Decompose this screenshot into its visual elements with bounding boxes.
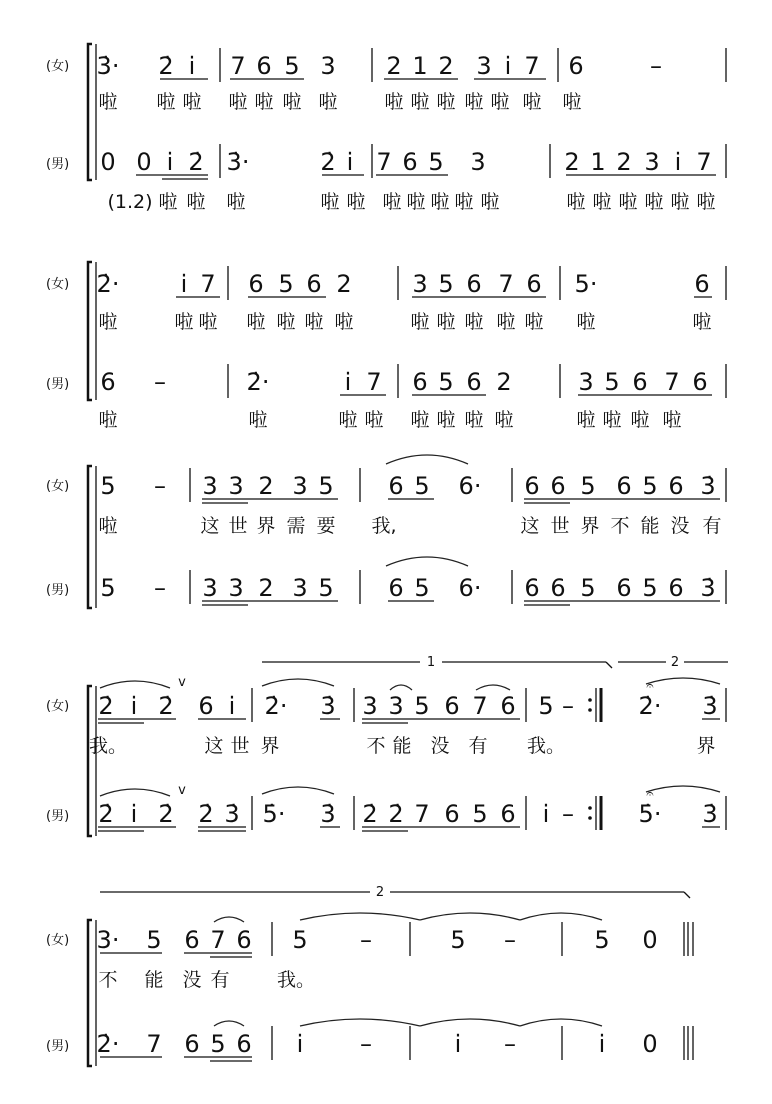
tie-slur — [420, 913, 520, 920]
male-note: 2 — [564, 148, 580, 176]
female-note: 3 — [476, 52, 492, 80]
tie-slur — [520, 1019, 602, 1026]
female-lyric: 啦 — [562, 91, 582, 113]
male-lyric: 啦 — [346, 191, 366, 213]
female-note: i̇ — [188, 52, 196, 80]
female-lyric: 啦 — [98, 515, 118, 537]
male-note: i̇ — [598, 1030, 606, 1058]
female-lyric: 啦 — [692, 311, 712, 333]
tie-slur — [646, 678, 720, 684]
volta-2-end — [684, 892, 690, 898]
female-note: 3̇ — [702, 692, 718, 720]
male-note: 6 — [466, 368, 482, 396]
male-note: 6 — [100, 368, 116, 396]
female-note: 5 — [292, 926, 308, 954]
male-note: 5̇· — [638, 800, 662, 828]
male-note: 3̇ — [702, 800, 718, 828]
female-lyric: 啦 — [464, 311, 484, 333]
female-note: 2̇· — [264, 692, 288, 720]
female-lyric: 啦 — [276, 311, 296, 333]
female-note: 5 — [284, 52, 300, 80]
female-note: 2̇ — [158, 52, 174, 80]
female-lyric: 啦 — [436, 311, 456, 333]
female-lyric: 啦 — [228, 91, 248, 113]
female-note: 5 — [318, 472, 334, 500]
female-note: 6 — [466, 270, 482, 298]
part-label-female: (女) — [46, 933, 70, 948]
male-lyric: 啦 — [454, 191, 474, 213]
system-bracket — [88, 466, 92, 608]
female-lyric: 啦 — [576, 311, 596, 333]
male-note: 3 — [644, 148, 660, 176]
female-lyric: 没 — [182, 969, 202, 991]
male-note: 5 — [414, 574, 430, 602]
male-note: 1 — [590, 148, 606, 176]
system-bracket — [88, 686, 92, 836]
female-note: 7 — [200, 270, 216, 298]
female-note: 6 — [694, 270, 710, 298]
male-note: i̇ — [296, 1030, 304, 1058]
male-note: 7 — [414, 800, 430, 828]
male-note: 3̇ — [224, 800, 240, 828]
male-lyric: 啦 — [464, 409, 484, 431]
repeat-dot — [588, 806, 592, 810]
female-lyric: 啦 — [174, 311, 194, 333]
male-note: – — [154, 574, 166, 602]
female-note: 7 — [210, 926, 226, 954]
male-note: 0 — [100, 148, 116, 176]
female-lyric: 这 — [200, 515, 220, 537]
male-note: 2̇ — [98, 800, 114, 828]
female-note: i̇ — [504, 52, 512, 80]
part-label-female: (女) — [46, 277, 70, 292]
male-note: 6 — [412, 368, 428, 396]
male-note: – — [562, 800, 574, 828]
female-lyric: 啦 — [464, 91, 484, 113]
male-note: 7 — [146, 1030, 162, 1058]
female-lyric: 啦 — [304, 311, 324, 333]
male-note: 7 — [696, 148, 712, 176]
female-lyric: 世 — [230, 735, 250, 757]
male-note: 7 — [366, 368, 382, 396]
female-lyric: 啦 — [410, 91, 430, 113]
male-lyric: 啦 — [186, 191, 206, 213]
score-system-2 — [46, 262, 726, 431]
male-note: 5 — [210, 1030, 226, 1058]
female-lyric: 啦 — [98, 311, 118, 333]
male-note: i̇ — [130, 800, 138, 828]
female-note: i̇ — [228, 692, 236, 720]
male-note: 6 — [500, 800, 516, 828]
tie-slur — [476, 685, 510, 690]
female-note: 0 — [642, 926, 658, 954]
male-lyric: 啦 — [364, 409, 384, 431]
female-lyric: 有 — [702, 515, 722, 537]
female-lyric: 这 — [204, 735, 224, 757]
tie-slur — [214, 1021, 244, 1026]
male-note: i̇ — [542, 800, 550, 828]
male-note: 7 — [376, 148, 392, 176]
female-note: 5 — [146, 926, 162, 954]
breath-mark: v — [178, 675, 186, 690]
female-lyric: 没 — [430, 735, 450, 757]
female-note: 6 — [444, 692, 460, 720]
female-lyric: 啦 — [156, 91, 176, 113]
female-lyric: 啦 — [524, 311, 544, 333]
volta-2-number: 2 — [375, 885, 385, 900]
female-note: 5 — [278, 270, 294, 298]
female-note: 3 — [202, 472, 218, 500]
female-note: 2 — [258, 472, 274, 500]
male-note: 5 — [428, 148, 444, 176]
male-note: i̇ — [454, 1030, 462, 1058]
male-note: 6 — [184, 1030, 200, 1058]
female-note: 7 — [498, 270, 514, 298]
male-note: 6 — [616, 574, 632, 602]
female-lyric: 没 — [670, 515, 690, 537]
male-note: 2̇ — [188, 148, 204, 176]
male-note: 6 — [668, 574, 684, 602]
female-note: 6· — [458, 472, 482, 500]
part-label-female: (女) — [46, 59, 70, 74]
repeat-dot — [588, 816, 592, 820]
female-note: 2̇ — [158, 692, 174, 720]
male-note: 3 — [292, 574, 308, 602]
female-lyric: 啦 — [522, 91, 542, 113]
female-note: 6 — [526, 270, 542, 298]
score-system-4 — [46, 686, 726, 836]
volta-1-end — [606, 662, 612, 668]
female-note: 5 — [538, 692, 554, 720]
female-note: 5 — [414, 472, 430, 500]
female-note: 6 — [248, 270, 264, 298]
female-note: 6 — [306, 270, 322, 298]
male-lyric: 啦 — [618, 191, 638, 213]
female-note: 2̇ — [98, 692, 114, 720]
female-lyric: 啦 — [254, 91, 274, 113]
part-label-male: (男) — [46, 1039, 70, 1054]
female-lyric: 不 — [98, 969, 118, 991]
system-bracket — [88, 44, 92, 180]
tie-slur — [300, 913, 420, 920]
female-note: 5 — [438, 270, 454, 298]
male-lyric: 啦 — [98, 409, 118, 431]
female-note: 2 — [438, 52, 454, 80]
score-system-3 — [46, 466, 726, 608]
male-lyric: 啦 — [494, 409, 514, 431]
female-note: 6 — [236, 926, 252, 954]
female-note: 6 — [388, 472, 404, 500]
female-lyric: 不 — [366, 735, 386, 757]
male-note: 6 — [692, 368, 708, 396]
tie-slur — [520, 913, 602, 920]
female-note: – — [360, 926, 372, 954]
female-note: 3̇ — [700, 472, 716, 500]
male-note: 2 — [496, 368, 512, 396]
male-note: 3̇ — [320, 800, 336, 828]
female-lyric: 啦 — [282, 91, 302, 113]
male-note: 0 — [642, 1030, 658, 1058]
part-label-male: (男) — [46, 157, 70, 172]
female-note: – — [562, 692, 574, 720]
female-note: 2 — [386, 52, 402, 80]
male-note: 5̇· — [262, 800, 286, 828]
male-lyric: 啦 — [248, 409, 268, 431]
female-lyric: 能 — [144, 969, 164, 991]
female-note: 5 — [642, 472, 658, 500]
male-note: 3̇ — [700, 574, 716, 602]
female-lyric: 这 — [520, 515, 540, 537]
male-note: 6 — [444, 800, 460, 828]
male-lyric: 啦 — [338, 409, 358, 431]
female-note: 2̇· — [96, 270, 120, 298]
female-note: 5 — [450, 926, 466, 954]
male-note: i̇ — [166, 148, 174, 176]
female-note: i̇ — [180, 270, 188, 298]
tie-slur — [262, 679, 334, 686]
male-note: 6 — [524, 574, 540, 602]
volta-1-number: 1 — [426, 655, 436, 670]
score-system-5 — [46, 920, 684, 1066]
female-note: – — [154, 472, 166, 500]
female-note: 2̇· — [638, 692, 662, 720]
female-note: 6 — [184, 926, 200, 954]
tie-slur — [214, 917, 244, 922]
female-lyric: 能 — [392, 735, 412, 757]
male-lyric: 啦 — [436, 409, 456, 431]
female-note: 6 — [198, 692, 214, 720]
breath-mark: v — [178, 783, 186, 798]
female-lyric: 啦 — [182, 91, 202, 113]
male-lyric: 啦 — [158, 191, 178, 213]
male-note: 3 — [470, 148, 486, 176]
male-note: 3 — [228, 574, 244, 602]
tie-slur — [390, 685, 412, 690]
tie-slur — [300, 1019, 420, 1026]
male-note: 6 — [550, 574, 566, 602]
male-note: 2 — [616, 148, 632, 176]
male-note: 2̇ — [158, 800, 174, 828]
repeat-dot — [588, 698, 592, 702]
female-note: 7 — [230, 52, 246, 80]
fermata-mark: 𝄐 — [646, 787, 654, 802]
female-note: 6 — [550, 472, 566, 500]
male-note: 5 — [100, 574, 116, 602]
female-lyric: 啦 — [98, 91, 118, 113]
female-note: 3̇ — [320, 692, 336, 720]
female-note: 3 — [412, 270, 428, 298]
female-note: 3 — [388, 692, 404, 720]
female-lyric: 啦 — [246, 311, 266, 333]
female-note: 5 — [580, 472, 596, 500]
male-lyric: 啦 — [382, 191, 402, 213]
male-note: i̇ — [346, 148, 354, 176]
system-bracket — [88, 262, 92, 400]
male-note: 6 — [402, 148, 418, 176]
female-note: 5 — [594, 926, 610, 954]
female-lyric: 啦 — [318, 91, 338, 113]
female-lyric: 要 — [316, 515, 336, 537]
male-note: i̇ — [674, 148, 682, 176]
male-note: 3 — [578, 368, 594, 396]
male-lyric: 啦 — [662, 409, 682, 431]
system-bracket — [88, 920, 92, 1066]
female-note: 3̇· — [96, 52, 120, 80]
male-note: 6 — [236, 1030, 252, 1058]
part-label-female: (女) — [46, 479, 70, 494]
female-lyric: 有 — [210, 969, 230, 991]
female-note: 5· — [574, 270, 598, 298]
female-note: – — [504, 926, 516, 954]
female-note: i̇ — [130, 692, 138, 720]
male-lyric: 啦 — [406, 191, 426, 213]
male-lyric: 啦 — [410, 409, 430, 431]
male-lyric: 啦 — [226, 191, 246, 213]
male-lyric: 啦 — [630, 409, 650, 431]
female-note: 6 — [256, 52, 272, 80]
female-lyric: 啦 — [384, 91, 404, 113]
female-note: 3 — [362, 692, 378, 720]
male-note: 6 — [632, 368, 648, 396]
female-note: 1 — [412, 52, 428, 80]
male-lyric: 啦 — [602, 409, 622, 431]
female-lyric: 啦 — [496, 311, 516, 333]
female-lyric: 啦 — [490, 91, 510, 113]
tie-slur — [100, 789, 170, 796]
female-note: 6 — [616, 472, 632, 500]
male-lyric: (1.2) — [107, 191, 153, 213]
male-lyric: 啦 — [592, 191, 612, 213]
male-lyric: 啦 — [480, 191, 500, 213]
male-note: 6· — [458, 574, 482, 602]
tie-slur — [420, 1019, 520, 1026]
female-note: 2 — [336, 270, 352, 298]
male-note: 5 — [438, 368, 454, 396]
part-label-male: (男) — [46, 809, 70, 824]
tie-slur — [646, 786, 720, 792]
female-note: 6 — [524, 472, 540, 500]
fermata-mark: 𝄐 — [646, 679, 654, 694]
male-note: 5 — [642, 574, 658, 602]
female-note: 5 — [414, 692, 430, 720]
male-lyric: 啦 — [576, 409, 596, 431]
female-note: 3 — [320, 52, 336, 80]
female-lyric: 啦 — [198, 311, 218, 333]
female-lyric: 世 — [550, 515, 570, 537]
female-lyric: 界 — [256, 515, 276, 537]
male-note: i̇ — [344, 368, 352, 396]
female-note: 6 — [568, 52, 584, 80]
part-label-male: (男) — [46, 377, 70, 392]
male-note: 5 — [580, 574, 596, 602]
female-lyric: 能 — [640, 515, 660, 537]
female-lyric: 界 — [696, 735, 716, 757]
male-note: 6 — [388, 574, 404, 602]
female-note: 6 — [668, 472, 684, 500]
female-lyric: 有 — [468, 735, 488, 757]
male-note: 2 — [258, 574, 274, 602]
male-lyric: 啦 — [670, 191, 690, 213]
male-lyric: 啦 — [566, 191, 586, 213]
female-lyric: 世 — [228, 515, 248, 537]
female-lyric: 不 — [610, 515, 630, 537]
repeat-dot — [588, 708, 592, 712]
tie-slur — [262, 787, 334, 794]
score-system-1 — [46, 44, 726, 213]
female-lyric: 我, — [371, 515, 397, 537]
female-lyric: 我。 — [88, 735, 128, 757]
male-lyric: 啦 — [320, 191, 340, 213]
female-note: 3 — [228, 472, 244, 500]
male-note: 3 — [202, 574, 218, 602]
male-note: 2̇ — [388, 800, 404, 828]
male-note: 2̇· — [246, 368, 270, 396]
male-note: – — [504, 1030, 516, 1058]
female-note: 6 — [500, 692, 516, 720]
female-lyric: 啦 — [334, 311, 354, 333]
male-lyric: 啦 — [430, 191, 450, 213]
male-note: 2̇ — [198, 800, 214, 828]
female-note: 3· — [96, 926, 120, 954]
female-lyric: 界 — [260, 735, 280, 757]
tie-slur — [100, 681, 170, 688]
tie-slur — [386, 455, 468, 464]
male-note: 0 — [136, 148, 152, 176]
female-note: – — [650, 52, 662, 80]
male-note: 2̇· — [96, 1030, 120, 1058]
male-note: 3̇· — [226, 148, 250, 176]
male-note: 5 — [472, 800, 488, 828]
male-lyric: 啦 — [696, 191, 716, 213]
female-note: 7 — [472, 692, 488, 720]
female-note: 5 — [100, 472, 116, 500]
male-note: – — [360, 1030, 372, 1058]
female-lyric: 需 — [286, 515, 306, 537]
female-note: 7 — [524, 52, 540, 80]
male-note: – — [154, 368, 166, 396]
female-note: 3 — [292, 472, 308, 500]
male-note: 7 — [664, 368, 680, 396]
part-label-female: (女) — [46, 699, 70, 714]
male-note: 2̇ — [320, 148, 336, 176]
tie-slur — [386, 557, 468, 566]
volta-2-number: 2 — [670, 655, 680, 670]
female-lyric: 我。 — [276, 969, 316, 991]
male-note: 2̇ — [362, 800, 378, 828]
female-lyric: 界 — [580, 515, 600, 537]
female-lyric: 我。 — [526, 735, 566, 757]
female-lyric: 啦 — [410, 311, 430, 333]
male-note: 5 — [318, 574, 334, 602]
part-label-male: (男) — [46, 583, 70, 598]
male-lyric: 啦 — [644, 191, 664, 213]
female-lyric: 啦 — [436, 91, 456, 113]
male-note: 5 — [604, 368, 620, 396]
